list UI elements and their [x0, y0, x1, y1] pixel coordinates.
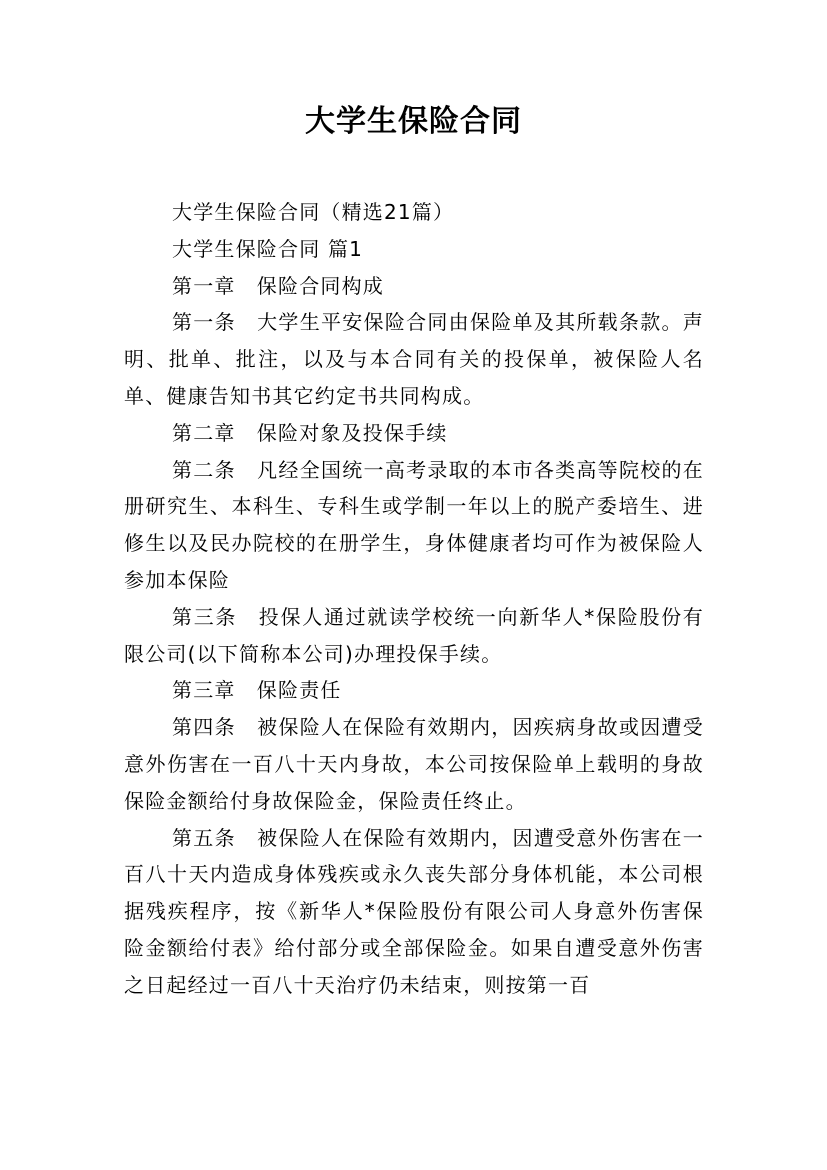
paragraph-chapter-1-heading: 第一章 保险合同构成 — [172, 273, 384, 298]
paragraph-chapter-2-heading: 第二章 保险对象及投保手续 — [172, 420, 448, 445]
paragraph-chapter-3-heading: 第三章 保险责任 — [172, 678, 342, 703]
paragraph-section-heading: 大学生保险合同 篇1 — [172, 236, 364, 261]
paragraph-article-4: 第四条 被保险人在保险有效期内，因疾病身故或因遭受意外伤害在一百八十天内身故，本公司按保险单上载明的身故保险金额给付身故保险金，保险责任终止。 — [124, 715, 704, 813]
document-body — [124, 194, 704, 1004]
paragraph-article-2: 第二条 凡经全国统一高考录取的本市各类高等院校的在册研究生、本科生、专科生或学制一年以上的脱产委培生、进修生以及民办院校的在册学生，身体健康者均可作为被保险人参加本保险 — [124, 457, 704, 592]
paragraph-article-3: 第三条 投保人通过就读学校统一向新华人*保险股份有限公司(以下简称本公司)办理投保手续。 — [124, 604, 704, 666]
paragraph-article-5: 第五条 被保险人在保险有效期内，因遭受意外伤害在一百八十天内造成身体残疾或永久丧失部分身体机能，本公司根据残疾程序，按《新华人*保险股份有限公司人身意外伤害保险金额给付表》给付部分或全部保险金。如果自遭受意外伤害之日起经过一百八十天治疗仍未结束，则按第一百 — [124, 825, 704, 997]
paragraph-article-1: 第一条 大学生平安保险合同由保险单及其所载条款。声明、批单、批注，以及与本合同有关的投保单，被保险人名单、健康告知书其它约定书共同构成。 — [124, 310, 704, 408]
paragraph-collection-title: 大学生保险合同（精选21篇） — [172, 200, 455, 224]
document-title: 大学生保险合同 — [305, 104, 522, 139]
